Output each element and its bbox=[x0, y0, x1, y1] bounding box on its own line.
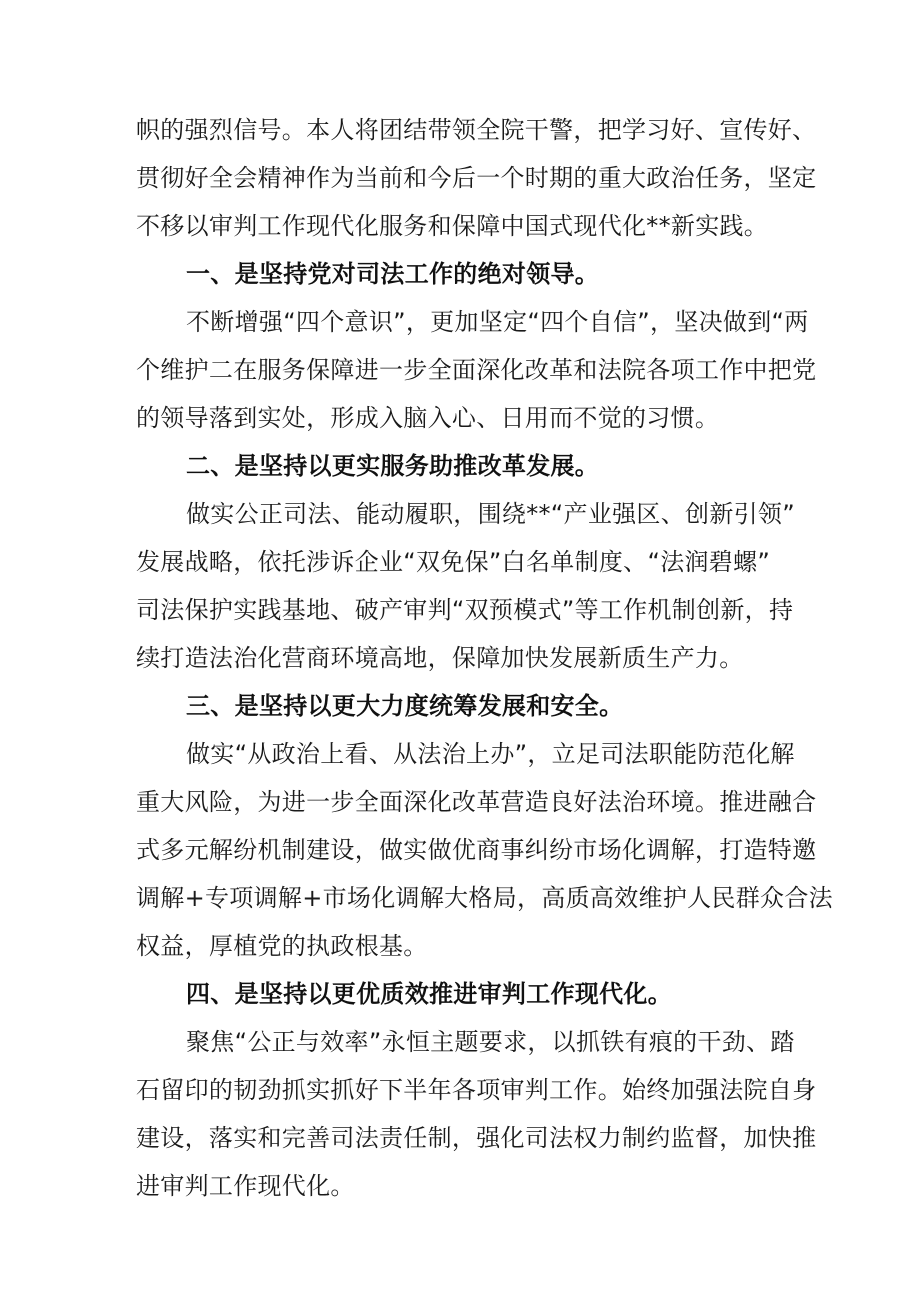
section-3-line-4: 调解+专项调解+市场化调解大格局，高质高效维护人民群众合法 bbox=[136, 884, 833, 912]
section-2-line-1: 做实公正司法、能动履职，围绕**“产业强区、创新引领” bbox=[186, 500, 795, 528]
section-4-line-3: 建设，落实和完善司法责任制，强化司法权力制约监督，加快推 bbox=[136, 1124, 817, 1152]
section-1-heading: 一、是坚持党对司法工作的绝对领导。 bbox=[186, 260, 600, 288]
intro-line-3: 不移以审判工作现代化服务和保障中国式现代化**新实践。 bbox=[136, 212, 769, 240]
section-3-line-1: 做实“从政治上看、从法治上办”，立足司法职能防范化解 bbox=[186, 740, 795, 768]
section-2-line-3: 司法保护实践基地、破产审判“双预模式”等工作机制创新，持 bbox=[136, 596, 794, 624]
intro-line-1: 帜的强烈信号。本人将团结带领全院干警，把学习好、宣传好、 bbox=[136, 116, 817, 144]
section-3-line-5: 权益，厚植党的执政根基。 bbox=[136, 932, 428, 960]
section-2-heading: 二、是坚持以更实服务助推改革发展。 bbox=[186, 452, 600, 480]
section-3-line-2: 重大风险，为进一步全面深化改革营造良好法治环境。推进融合 bbox=[136, 788, 817, 816]
section-2-line-4: 续打造法治化营商环境高地，保障加快发展新质生产力。 bbox=[136, 644, 744, 672]
section-1-line-1: 不断增强“四个意识”，更加坚定“四个自信”，坚决做到“两 bbox=[186, 308, 809, 336]
section-1-line-2: 个维护二在服务保障进一步全面深化改革和法院各项工作中把党 bbox=[136, 356, 817, 384]
section-4-line-2: 石留印的韧劲抓实抓好下半年各项审判工作。始终加强法院自身 bbox=[136, 1076, 817, 1104]
section-4-line-1: 聚焦“公正与效率”永恒主题要求，以抓铁有痕的干劲、踏 bbox=[186, 1028, 795, 1056]
intro-line-2: 贯彻好全会精神作为当前和今后一个时期的重大政治任务，坚定 bbox=[136, 164, 817, 192]
section-3-line-3: 式多元解纷机制建设，做实做优商事纠纷市场化调解，打造特邀 bbox=[136, 836, 817, 864]
section-4-line-4: 进审判工作现代化。 bbox=[136, 1172, 355, 1200]
section-2-line-2: 发展战略，依托涉诉企业“双免保”白名单制度、“法润碧螺” bbox=[136, 548, 771, 576]
section-4-heading: 四、是坚持以更优质效推进审判工作现代化。 bbox=[186, 980, 672, 1008]
section-1-line-3: 的领导落到实处，形成入脑入心、日用而不觉的习惯。 bbox=[136, 404, 720, 432]
section-3-heading: 三、是坚持以更大力度统筹发展和安全。 bbox=[186, 692, 624, 720]
